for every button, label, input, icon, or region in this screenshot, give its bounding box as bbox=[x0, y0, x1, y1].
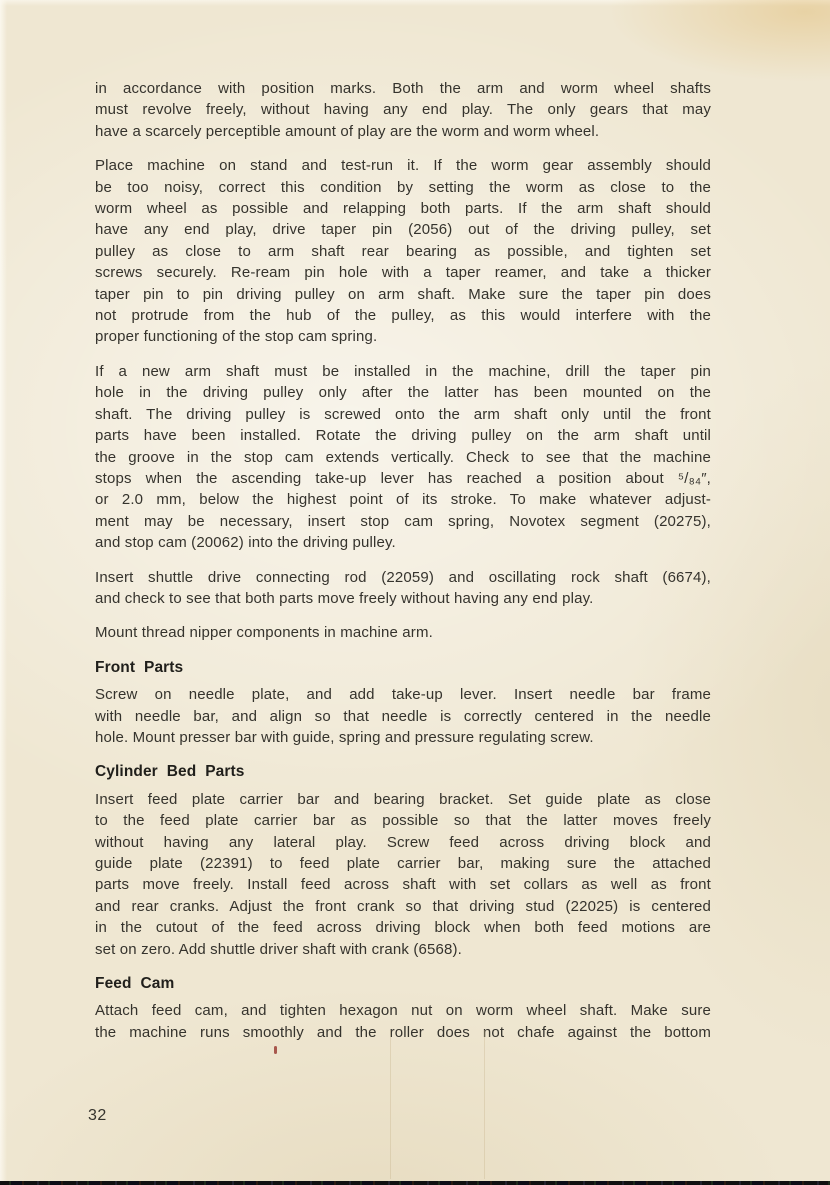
text-line: Screw on needle plate, and add take-up lever. Insert needle bar frame bbox=[95, 686, 711, 704]
text-line: If a new arm shaft must be installed in the machine, drill the taper pin bbox=[95, 362, 711, 380]
text-line: have any end play, drive taper pin (2056) out of the driving pulley, set bbox=[95, 221, 711, 239]
text-line: in accordance with position marks. Both the arm and worm wheel shafts bbox=[95, 80, 711, 97]
text-line: parts move freely. Install feed across shaft with set collars as well as front bbox=[95, 876, 711, 894]
text-line: must revolve freely, without having any end play. The only gears that may bbox=[95, 101, 711, 119]
paper-crease bbox=[390, 1030, 391, 1179]
text-line: have a scarcely perceptible amount of play are the worm and worm wheel. bbox=[95, 122, 600, 140]
text-line: guide plate (22391) to feed plate carrier bar, making sure the attached bbox=[95, 855, 711, 872]
text-line: not protrude from the hub of the pulley, as this would interfere with the bbox=[95, 307, 711, 325]
text-line: parts have been installed. Rotate the driving pulley on the arm shaft until bbox=[95, 427, 711, 445]
text-line: in the cutout of the feed across driving block when both feed motions are bbox=[95, 919, 711, 937]
text-line: proper functioning of the stop cam spring. bbox=[95, 328, 378, 346]
paragraph bbox=[95, 684, 711, 748]
text-line: and stop cam (20062) into the driving pulley. bbox=[95, 534, 396, 552]
text-line: with needle bar, and align so that needle is correctly centered in the needle bbox=[95, 707, 711, 725]
paragraph bbox=[95, 1000, 711, 1043]
paragraph bbox=[95, 622, 711, 643]
text-line: Attach feed cam, and tighten hexagon nut on worm wheel shaft. Make sure bbox=[95, 1002, 711, 1020]
text-line: be too noisy, correct this condition by setting the worm as close to the bbox=[95, 178, 711, 196]
paragraph bbox=[95, 361, 711, 554]
text-line: Mount thread nipper components in machine arm. bbox=[95, 624, 433, 642]
text-line: and rear cranks. Adjust the front crank so that driving stud (22025) is centered bbox=[95, 897, 711, 915]
text-line: worm wheel as possible and relapping both parts. If the arm shaft should bbox=[95, 200, 711, 218]
text-line: screws securely. Re-ream pin hole with a taper reamer, and take a thicker bbox=[95, 264, 711, 282]
text-line: ment may be necessary, insert stop cam spring, Novotex segment (20275), bbox=[95, 512, 711, 530]
text-line: Insert shuttle drive connecting rod (22059) and oscillating rock shaft (6674), bbox=[95, 568, 711, 586]
paper-crease bbox=[484, 1030, 485, 1179]
ink-mark bbox=[274, 1046, 277, 1054]
text-line: without having any lateral play. Screw feed across driving block and bbox=[95, 833, 711, 851]
text-line: and check to see that both parts move freely without having any end play. bbox=[95, 589, 594, 607]
text-line: Insert feed plate carrier bar and bearing bracket. Set guide plate as close bbox=[95, 790, 711, 808]
paragraph bbox=[95, 789, 711, 960]
text-line: set on zero. Add shuttle driver shaft with crank (6568). bbox=[95, 940, 462, 958]
section-heading: Feed Cam bbox=[95, 975, 175, 993]
text-line: the machine runs smoothly and the roller does not chafe against the bottom bbox=[95, 1023, 711, 1041]
paragraph bbox=[95, 155, 711, 348]
text-line: pulley as close to arm shaft rear bearing as possible, and tighten set bbox=[95, 242, 711, 260]
paragraph bbox=[95, 78, 711, 142]
text-line: shaft. The driving pulley is screwed onto the arm shaft only until the front bbox=[95, 405, 711, 423]
paragraph bbox=[95, 567, 711, 610]
section-heading: Front Parts bbox=[95, 658, 184, 676]
text-line: hole. Mount presser bar with guide, spring and pressure regulating screw. bbox=[95, 728, 594, 746]
text-line: taper pin to pin driving pulley on arm shaft. Make sure the taper pin does bbox=[95, 285, 711, 303]
scan-edge-strip bbox=[0, 1181, 830, 1185]
page-content bbox=[95, 78, 711, 1056]
text-line: the groove in the stop cam extends vertically. Check to see that the machine bbox=[95, 448, 711, 466]
text-line: Place machine on stand and test-run it. If the worm gear assembly should bbox=[95, 157, 711, 175]
section-heading: Cylinder Bed Parts bbox=[95, 763, 245, 781]
text-line: hole in the driving pulley only after the latter has been mounted on the bbox=[95, 384, 711, 402]
text-line: or 2.0 mm, below the highest point of its stroke. To make whatever adjust- bbox=[95, 491, 711, 509]
page-number: 32 bbox=[88, 1107, 107, 1124]
text-line: to the feed plate carrier bar as possible so that the latter moves freely bbox=[95, 812, 711, 830]
text-line: stops when the ascending take-up lever has reached a position about ⁵/₈₄″, bbox=[95, 469, 711, 487]
